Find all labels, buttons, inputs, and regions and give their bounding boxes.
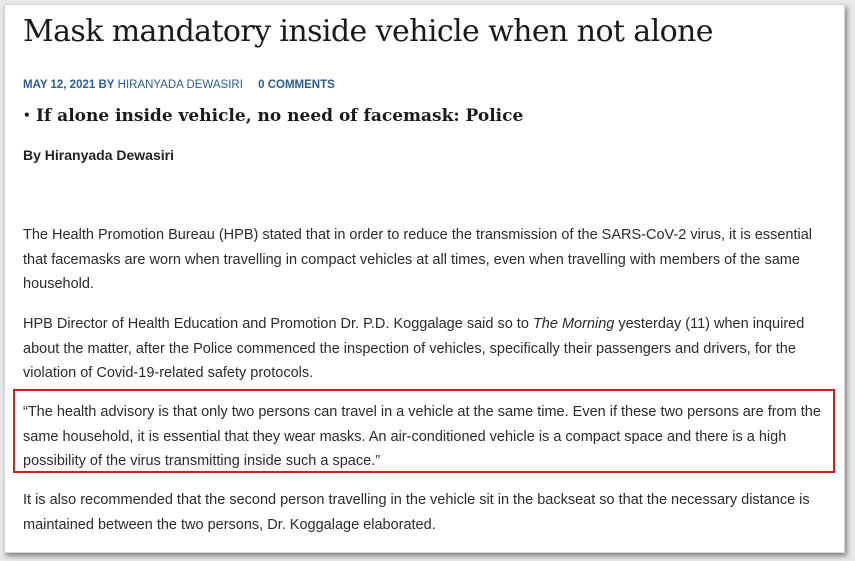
paragraph-health-advisory-quote: “The health advisory is that only two persons can travel in a vehicle at the same time. Even if these two persons are from the same household, it is essential that they wear masks. An air-conditioned vehicle is a compact space and there is a high possibility of the virus transmitting inside such a space.” xyxy=(23,404,821,469)
meta-by-label: BY xyxy=(98,79,115,91)
article-title: Mask mandatory inside vehicle when not alone xyxy=(23,14,713,49)
bullet-icon: • xyxy=(23,108,31,122)
byline: By Hiranyada Dewasiri xyxy=(23,147,174,163)
paragraph-director-quote-context xyxy=(23,312,838,386)
publication-name: The Morning xyxy=(532,316,615,332)
article-container xyxy=(4,4,845,553)
comments-link[interactable]: 0 COMMENTS xyxy=(258,79,335,91)
paragraph-hpb-statement: The Health Promotion Bureau (HPB) stated that in order to reduce the transmission of the SARS-CoV-2 virus, it is essential that facemasks are worn when travelling in compact vehicles at all times, even when travelling with members of the same household. xyxy=(23,227,813,292)
paragraph-text: HPB Director of Health Education and Promotion Dr. P.D. Koggalage said so to xyxy=(23,316,533,332)
highlight-text: If alone inside vehicle, no need of facemask: Police xyxy=(36,106,524,126)
highlight-bullet xyxy=(23,106,523,126)
paragraph-text: yesterday (11) when inquired about the matter, after the Police commenced the inspection of vehicles, specifically their passengers and drivers, for the violation of Covid-19-related safety protocols. xyxy=(23,316,805,381)
article-meta xyxy=(23,79,335,91)
author-link[interactable]: HIRANYADA DEWASIRI xyxy=(117,79,243,91)
post-date-link[interactable]: MAY 12, 2021 xyxy=(23,79,96,91)
paragraph-backseat-recommendation: It is also recommended that the second person travelling in the vehicle sit in the backseat so that the necessary distance is maintained between the two persons, Dr. Koggalage elaborated. xyxy=(23,492,810,533)
